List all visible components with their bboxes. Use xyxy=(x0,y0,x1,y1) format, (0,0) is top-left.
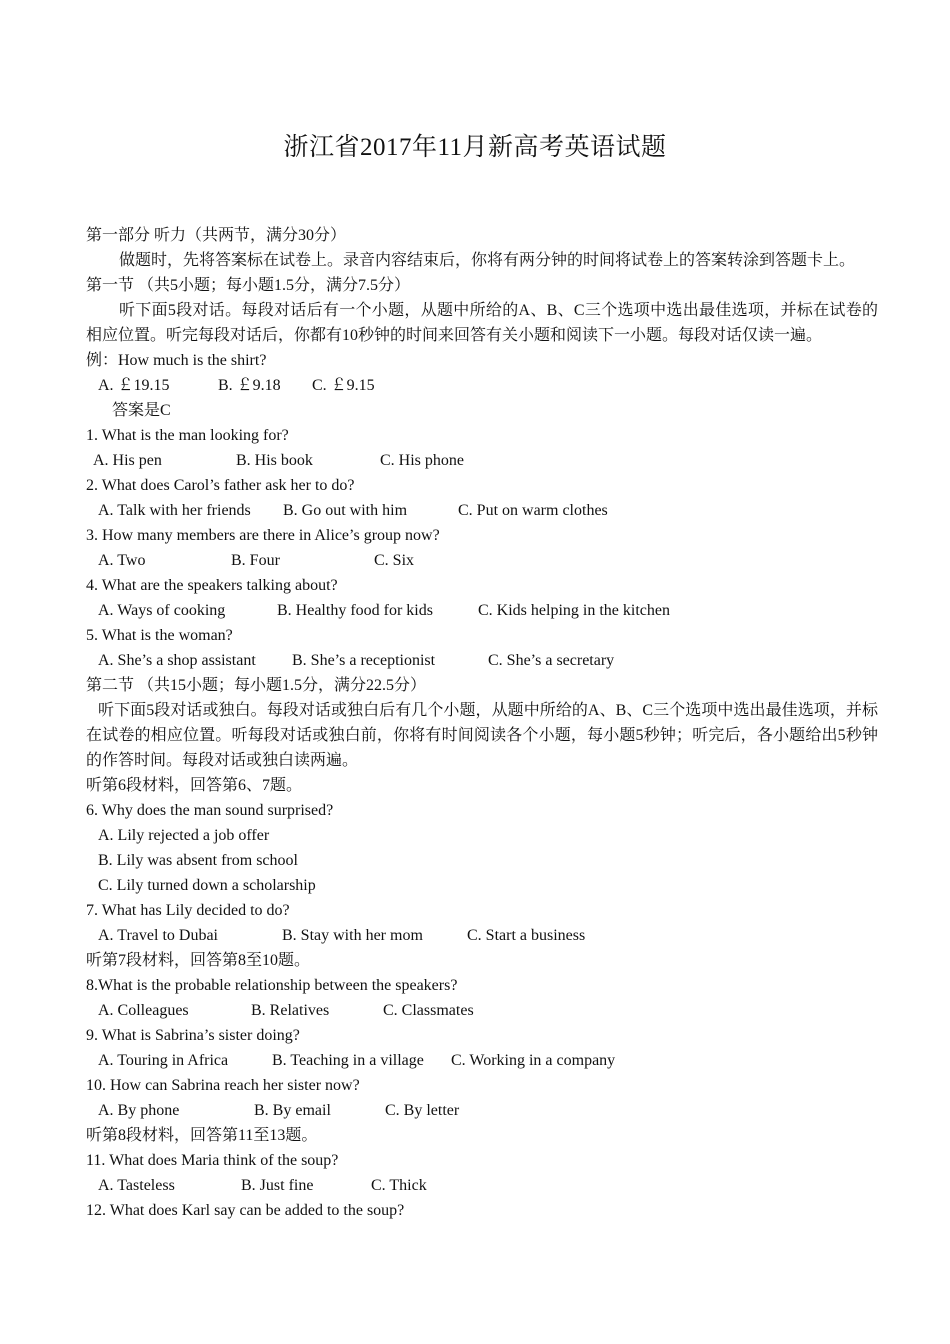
option-b: B. Stay with her mom xyxy=(282,927,423,944)
example-question: 例：How much is the shirt? xyxy=(86,352,267,369)
option-a: A. His pen xyxy=(93,452,162,469)
question-9: 9. What is Sabrina’s sister doing? xyxy=(86,1027,300,1044)
question-1: 1. What is the man looking for? xyxy=(86,427,289,444)
option-c: C. Working in a company xyxy=(451,1052,616,1069)
option-a: A. Ways of cooking xyxy=(98,602,226,619)
section2-heading: 第二节 （共15小题；每小题1.5分，满分22.5分） xyxy=(86,677,427,694)
option-b: B. Healthy food for kids xyxy=(277,602,433,619)
material-8-note: 听第8段材料，回答第11至13题。 xyxy=(86,1127,318,1144)
option-c: C. Classmates xyxy=(383,1002,474,1019)
question-4-options xyxy=(86,598,878,623)
option-a: A. ￡19.15 xyxy=(98,377,170,394)
option-c: C. Start a business xyxy=(467,927,586,944)
part1-instruction: 做题时，先将答案标在试卷上。录音内容结束后，你将有两分钟的时间将试卷上的答案转涂到答题卡上。 xyxy=(119,252,856,269)
option-c: C. By letter xyxy=(385,1102,460,1119)
option-a: A. She’s a shop assistant xyxy=(98,652,256,669)
question-7: 7. What has Lily decided to do? xyxy=(86,902,290,919)
option-b: B. Just fine xyxy=(241,1177,314,1194)
question-5-options xyxy=(86,648,878,673)
option-c: C. Six xyxy=(374,552,415,569)
question-9-options xyxy=(86,1048,878,1073)
option-b: B. She’s a receptionist xyxy=(292,652,436,669)
question-5: 5. What is the woman? xyxy=(86,627,233,644)
option-b: B. Go out with him xyxy=(283,502,408,519)
example-options xyxy=(86,373,878,398)
option-a: A. Travel to Dubai xyxy=(98,927,218,944)
question-2-options xyxy=(86,498,878,523)
question-10-options xyxy=(86,1098,878,1123)
option-a: A. Colleagues xyxy=(98,1002,189,1019)
question-6-option-b: B. Lily was absent from school xyxy=(98,852,298,869)
option-a: A. Two xyxy=(98,552,146,569)
material-7-note: 听第7段材料，回答第8至10题。 xyxy=(86,952,311,969)
question-6-option-a: A. Lily rejected a job offer xyxy=(98,827,270,844)
option-b: B. Teaching in a village xyxy=(272,1052,424,1069)
question-11-options xyxy=(86,1173,878,1198)
section1-heading: 第一节 （共5小题；每小题1.5分，满分7.5分） xyxy=(86,277,411,294)
question-12: 12. What does Karl say can be added to the soup? xyxy=(86,1202,405,1219)
question-11: 11. What does Maria think of the soup? xyxy=(86,1152,339,1169)
question-4: 4. What are the speakers talking about? xyxy=(86,577,338,594)
question-7-options xyxy=(86,923,878,948)
option-c: C. Kids helping in the kitchen xyxy=(478,602,670,619)
document-body xyxy=(86,223,878,1223)
question-8-options xyxy=(86,998,878,1023)
question-2: 2. What does Carol’s father ask her to do? xyxy=(86,477,355,494)
question-1-options xyxy=(86,448,878,473)
question-6: 6. Why does the man sound surprised? xyxy=(86,802,334,819)
option-c: C. Put on warm clothes xyxy=(458,502,608,519)
question-3: 3. How many members are there in Alice’s group now? xyxy=(86,527,440,544)
option-c: C. ￡9.15 xyxy=(312,377,375,394)
question-3-options xyxy=(86,548,878,573)
option-c: C. Thick xyxy=(371,1177,427,1194)
section2-instruction: 听下面5段对话或独白。每段对话或独白后有几个小题，从题中所给的A、B、C三个选项中选出最佳选项，并标在试卷的相应位置。听每段对话或独白前，你将有时间阅读各个小题，每小题5秒钟；听完后，各小题给出5秒钟的作答时间。每段对话或独白读两遍。 xyxy=(86,702,878,769)
question-6-option-c: C. Lily turned down a scholarship xyxy=(98,877,316,894)
section1-instruction: 听下面5段对话。每段对话后有一个小题，从题中所给的A、B、C三个选项中选出最佳选项，并标在试卷的相应位置。听完每段对话后，你都有10秒钟的时间来回答有关小题和阅读下一小题。每段对话仅读一遍。 xyxy=(86,302,878,344)
page-title: 浙江省2017年11月新高考英语试题 xyxy=(283,134,667,161)
material-6-note: 听第6段材料，回答第6、7题。 xyxy=(86,777,303,794)
example-answer: 答案是C xyxy=(112,402,171,419)
option-b: B. His book xyxy=(236,452,313,469)
option-b: B. By email xyxy=(254,1102,331,1119)
option-b: B. Relatives xyxy=(251,1002,330,1019)
question-8: 8.What is the probable relationship between the speakers? xyxy=(86,977,458,994)
option-a: A. By phone xyxy=(98,1102,180,1119)
option-b: B. Four xyxy=(231,552,280,569)
option-b: B. ￡9.18 xyxy=(218,377,281,394)
option-a: A. Tasteless xyxy=(98,1177,175,1194)
question-10: 10. How can Sabrina reach her sister now? xyxy=(86,1077,360,1094)
option-a: A. Talk with her friends xyxy=(98,502,251,519)
option-a: A. Touring in Africa xyxy=(98,1052,229,1069)
option-c: C. She’s a secretary xyxy=(488,652,615,669)
option-c: C. His phone xyxy=(380,452,464,469)
part1-heading: 第一部分 听力（共两节，满分30分） xyxy=(86,227,347,244)
